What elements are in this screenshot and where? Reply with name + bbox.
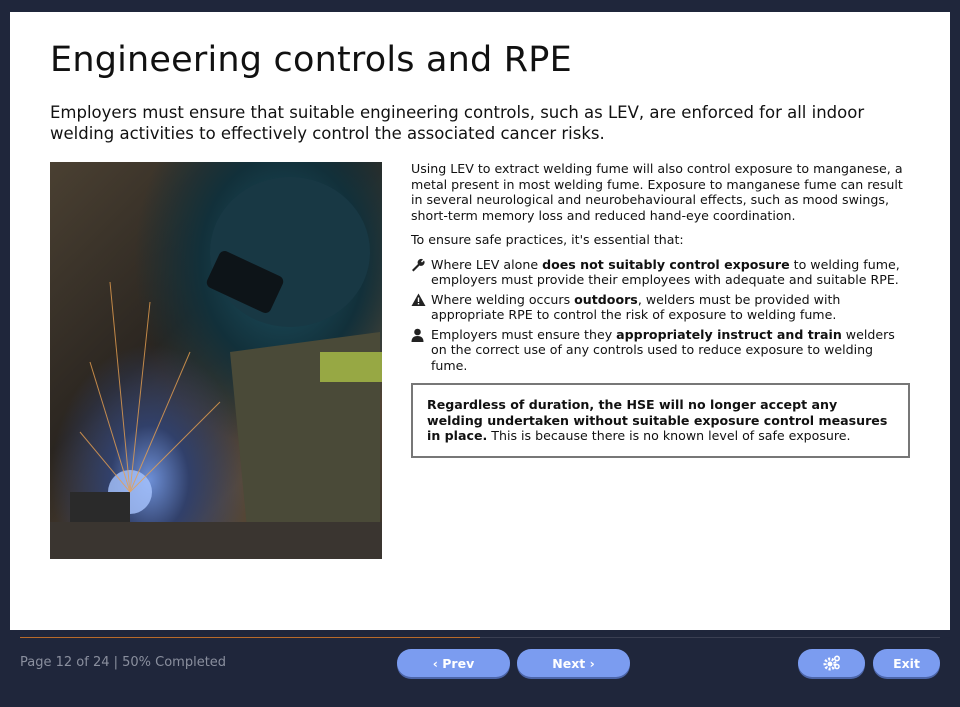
- bullet-item: [411, 292, 911, 323]
- bullet-emphasis: outdoors: [574, 291, 638, 307]
- content-column: [411, 161, 911, 458]
- lead-text: To ensure safe practices, it's essential that:: [411, 232, 684, 247]
- bullet-emphasis: appropriately instruct and train: [616, 326, 842, 342]
- bullet-text: to welding fume, employers must provide their employees with adequate and suitable RPE.: [431, 256, 900, 287]
- warning-icon: [411, 292, 431, 323]
- exit-button[interactable]: Exit: [873, 649, 940, 677]
- callout-box: [411, 383, 910, 458]
- page-title: Engineering controls and RPE: [50, 40, 572, 80]
- bullet-text: Where welding occurs: [431, 291, 575, 307]
- progress-fill: [20, 637, 480, 638]
- bullet-text: Employers must ensure they: [431, 326, 617, 342]
- intro-text: Using LEV to extract welding fume will also control exposure to manganese, a metal present in most welding fume. Exposure to manganese fume can result in several neurological and neurobehavioural effects, such as mood swings, short-term memory loss and reduced hand-eye coordination.: [411, 161, 903, 223]
- bullet-text: Where LEV alone: [431, 256, 543, 272]
- user-icon: [411, 327, 431, 374]
- callout-text: This is because there is no known level of safe exposure.: [487, 428, 851, 443]
- prev-button[interactable]: ‹ Prev: [397, 649, 510, 677]
- slide-panel: [10, 12, 950, 630]
- bullet-item: [411, 327, 911, 374]
- page-status: Page 12 of 24 | 50% Completed: [20, 655, 227, 670]
- settings-button[interactable]: [798, 649, 865, 677]
- welder-photo: [50, 162, 382, 559]
- callout-emphasis: Regardless of duration, the HSE will no longer accept any welding undertaken without suitable exposure control measures in place.: [427, 397, 888, 443]
- wrench-icon: [411, 257, 431, 288]
- progress-bar: [20, 637, 940, 638]
- bullet-item: [411, 257, 911, 288]
- bullet-emphasis: does not suitably control exposure: [542, 256, 790, 272]
- welder-illustration: [50, 162, 382, 559]
- bullet-text: welders on the correct use of any controls used to reduce exposure to welding fume.: [431, 326, 895, 373]
- bullet-text: , welders must be provided with appropriate RPE to control the risk of exposure to welding fume.: [431, 291, 841, 322]
- gears-icon: [823, 655, 841, 671]
- next-button[interactable]: Next ›: [517, 649, 630, 677]
- subtitle: Employers must ensure that suitable engineering controls, such as LEV, are enforced for all indoor welding activities to effectively control the associated cancer risks.: [50, 103, 865, 143]
